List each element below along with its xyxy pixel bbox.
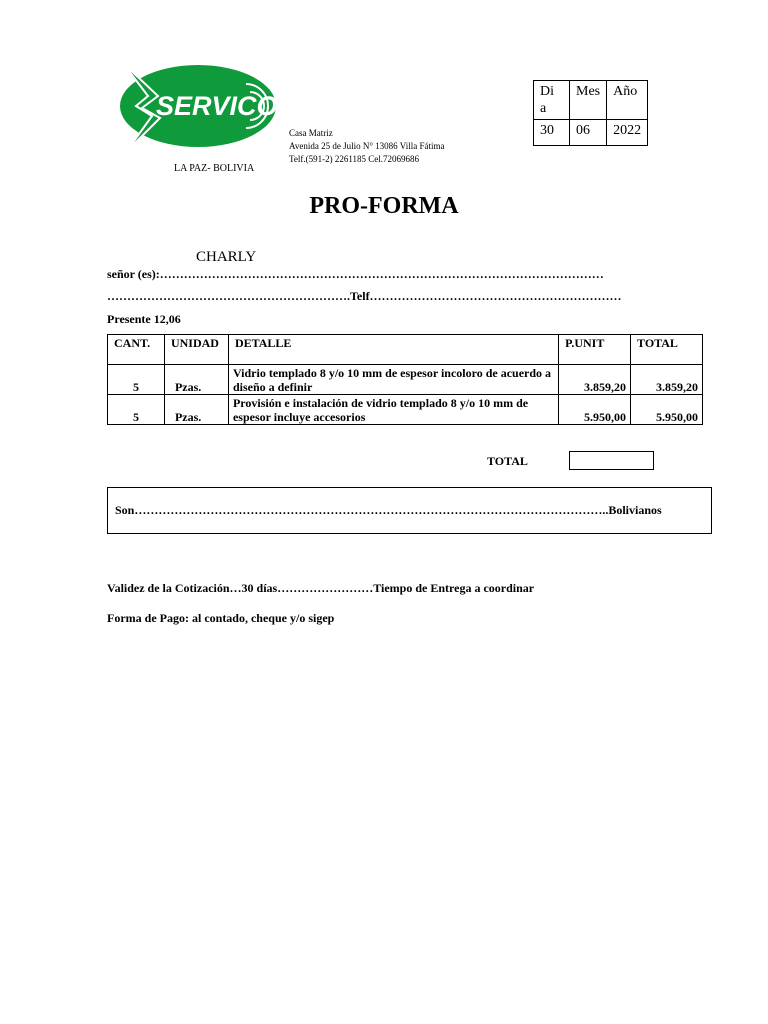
total-label: TOTAL — [487, 454, 528, 468]
son-box — [107, 487, 712, 534]
cell-unidad: Pzas. — [164, 395, 228, 425]
address-line: Avenida 25 de Julio N° 13086 Villa Fátima — [289, 141, 445, 151]
cell-unidad: Pzas. — [164, 365, 228, 395]
col-header-detalle: DETALLE — [228, 335, 558, 365]
company-address — [289, 127, 444, 166]
servicon-logo — [118, 58, 298, 154]
col-header-total: TOTAL — [631, 335, 703, 365]
date-month: 06 — [570, 120, 607, 146]
forma-pago-line: Forma de Pago: al contado, cheque y/o sigep — [107, 611, 335, 625]
date-header-year: Año — [607, 81, 648, 120]
address-line: Casa Matriz — [289, 128, 333, 138]
date-box — [533, 80, 648, 146]
logo-text: SERVICON — [156, 91, 298, 121]
document-title: PRO-FORMA — [309, 193, 459, 219]
cell-punit: 3.859,20 — [559, 365, 631, 395]
cell-detalle: Provisión e instalación de vidrio templado 8 y/o 10 mm de espesor incluye accesorios — [228, 395, 558, 425]
address-line: Telf.(591-2) 2261185 Cel.72069686 — [289, 154, 420, 164]
cell-total: 5.950,00 — [631, 395, 703, 425]
total-value-box — [569, 451, 654, 470]
items-table — [107, 334, 703, 425]
date-day: 30 — [534, 120, 570, 146]
table-row — [108, 395, 703, 425]
validez-line: Validez de la Cotización…30 días……………………Tiempo de Entrega a coordinar — [107, 581, 535, 595]
date-year: 2022 — [607, 120, 648, 146]
table-row — [108, 365, 703, 395]
client-name: CHARLY — [196, 249, 257, 265]
son-line: Son………………………………………………………………………………………………………..Bolivianos — [115, 503, 662, 517]
cell-detalle: Vidrio templado 8 y/o 10 mm de espesor incoloro de acuerdo a diseño a definir — [228, 365, 558, 395]
col-header-cant: CANT. — [108, 335, 165, 365]
cell-cant: 5 — [108, 365, 165, 395]
cell-cant: 5 — [108, 395, 165, 425]
senor-line: señor (es):………………………………………………………………………………………………… — [107, 267, 604, 281]
date-header-day: Di a — [534, 81, 570, 120]
cell-punit: 5.950,00 — [559, 395, 631, 425]
col-header-punit: P.UNIT — [559, 335, 631, 365]
presente-line: Presente 12,06 — [107, 312, 181, 326]
cell-total: 3.859,20 — [631, 365, 703, 395]
telf-line: …………………………………………………….Telf……………………………………………………… — [107, 289, 622, 303]
city-label: LA PAZ- BOLIVIA — [174, 163, 255, 174]
date-header-month: Mes — [570, 81, 607, 120]
col-header-unidad: UNIDAD — [164, 335, 228, 365]
